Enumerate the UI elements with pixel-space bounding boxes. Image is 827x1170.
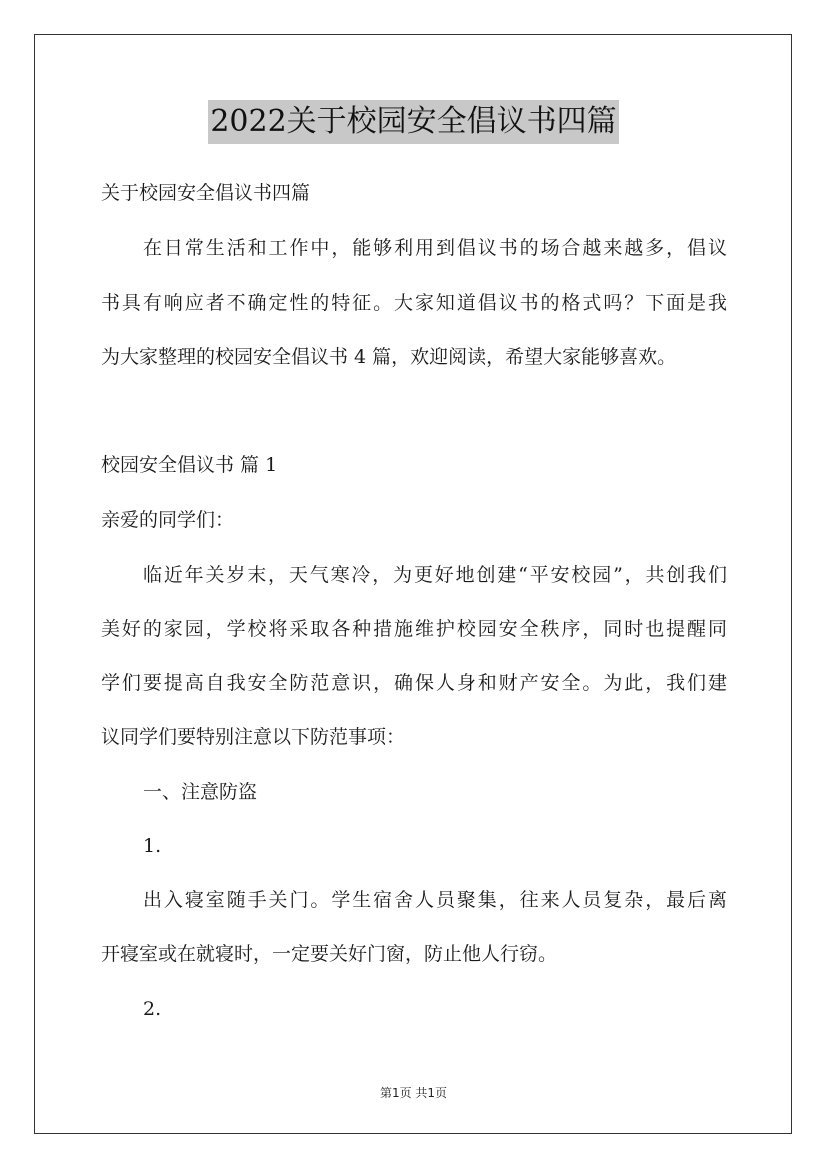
body-line-3: 学们要提高自我安全防范意识，确保人身和财产安全。为此，我们建 [101, 672, 727, 694]
item-1-line-1: 出入寝室随手关门。学生宿舍人员聚集，往来人员复杂，最后离 [143, 889, 727, 911]
document-title: 2022关于校园安全倡议书四篇 [208, 100, 618, 144]
body-line-1: 临近年关岁末，天气寒冷，为更好地创建“平安校园”，共创我们 [143, 564, 727, 586]
document-subtitle: 关于校园安全倡议书四篇 [101, 182, 311, 204]
intro-line-1: 在日常生活和工作中，能够利用到倡议书的场合越来越多，倡议 [143, 237, 727, 259]
intro-line-2: 书具有响应者不确定性的特征。大家知道倡议书的格式吗？下面是我 [101, 292, 727, 314]
intro-line-3: 为大家整理的校园安全倡议书 4 篇，欢迎阅读，希望大家能够喜欢。 [101, 346, 677, 368]
body-line-2: 美好的家园，学校将采取各种措施维护校园安全秩序，同时也提醒同 [101, 618, 727, 640]
page-footer: 第1页 共1页 [379, 1086, 448, 1100]
body-line-4: 议同学们要特别注意以下防范事项： [101, 726, 406, 748]
item-1-line-2: 开寝室或在就寝时，一定要关好门窗，防止他人行窃。 [101, 943, 558, 965]
item-1-number: 1. [143, 835, 162, 857]
section-heading: 校园安全倡议书 篇 1 [101, 454, 278, 476]
item-heading: 一、注意防盗 [143, 781, 258, 803]
title-wrap [0, 100, 827, 144]
salutation: 亲爱的同学们： [101, 509, 235, 531]
item-2-number: 2. [143, 998, 162, 1020]
